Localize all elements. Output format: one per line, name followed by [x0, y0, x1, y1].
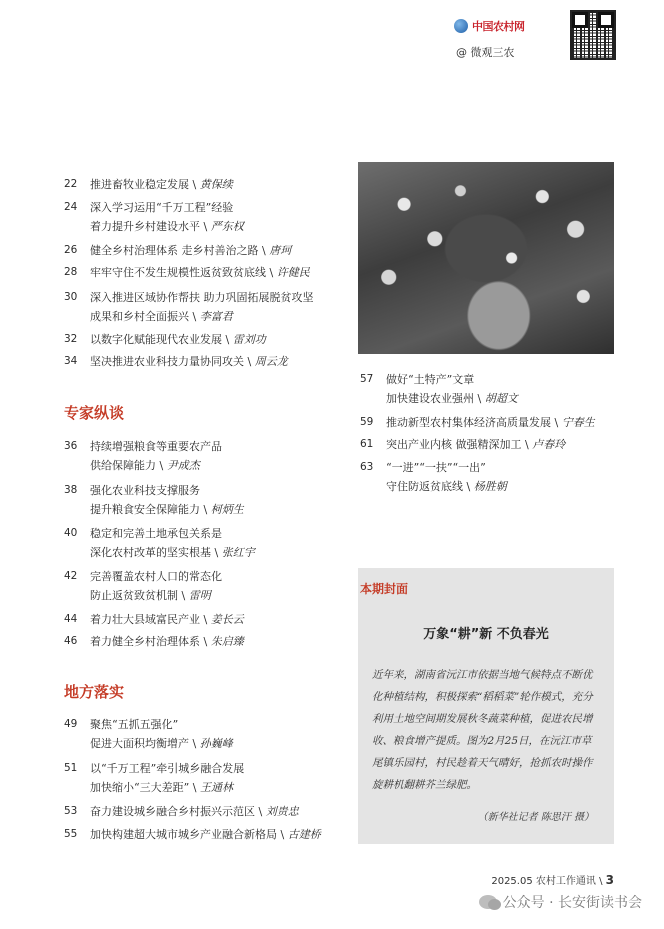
brand-name: 中国农村网 — [472, 21, 525, 33]
toc-entry-author: 刘贵忠 — [265, 805, 299, 818]
toc-entry-line — [90, 825, 321, 844]
wechat-icon — [479, 895, 497, 909]
toc-page-number: 36 — [64, 440, 78, 452]
toc-entry-author: 黄保续 — [199, 178, 233, 191]
toc-entry-title: 强化农业科技支撑服务 — [90, 484, 200, 497]
toc-page-number: 49 — [64, 718, 78, 730]
toc-entry-title: 推动新型农村集体经济高质量发展 \ — [386, 416, 562, 429]
issue-number: 2025.05 — [491, 876, 533, 887]
toc-entry-author: 李富君 — [199, 310, 233, 323]
toc-page-number: 57 — [360, 373, 374, 385]
toc-entry-line — [90, 175, 233, 194]
brand-header — [454, 12, 614, 64]
toc-page-number: 26 — [64, 244, 78, 256]
toc-page-number: 40 — [64, 527, 78, 539]
globe-icon — [454, 19, 468, 33]
toc-entry-line — [90, 567, 222, 586]
toc-page-number: 63 — [360, 461, 374, 473]
toc-entry-line — [90, 456, 200, 475]
watermark-text: 公众号 · 长安街读书会 — [502, 895, 642, 911]
toc-page-number: 32 — [64, 333, 78, 345]
toc-entry-line — [90, 288, 314, 307]
toc-entry-line — [90, 734, 233, 753]
toc-entry-author: 胡超文 — [484, 392, 518, 405]
toc-entry-author: 许健民 — [276, 266, 310, 279]
toc-entry-title: 稳定和完善土地承包关系是 — [90, 527, 222, 540]
toc-page-number: 38 — [64, 484, 78, 496]
wechat-watermark — [479, 892, 642, 912]
toc-entry-line — [90, 802, 299, 821]
toc-entry-author: 雷明 — [188, 589, 211, 602]
toc-entry-author: 王通林 — [199, 781, 233, 794]
toc-entry-title: 突出产业内核 做强精深加工 \ — [386, 438, 533, 451]
toc-entry-line — [90, 263, 310, 282]
toc-entry-title: 做好“土特产”文章 — [386, 373, 475, 386]
toc-entry-line — [386, 389, 518, 408]
toc-entry-author: 杨胜朝 — [473, 480, 507, 493]
toc-page-number: 61 — [360, 438, 374, 450]
toc-page-number: 55 — [64, 828, 78, 840]
toc-page-number: 30 — [64, 291, 78, 303]
toc-entry-line — [90, 586, 211, 605]
toc-entry-title: 加快建设农业强州 \ — [386, 392, 485, 405]
cover-credit: （新华社记者 陈思汗 摄） — [477, 812, 594, 823]
page-folio: 2025.05 农村工作通讯 \ 3 — [491, 873, 614, 887]
toc-entry-title: 完善覆盖农村人口的常态化 — [90, 570, 222, 583]
toc-entry-title: 守住防返贫底线 \ — [386, 480, 474, 493]
toc-entry-line — [90, 352, 288, 371]
toc-entry-author: 卢春玲 — [532, 438, 566, 451]
toc-entry-line — [90, 198, 233, 217]
toc-entry-author: 张红宇 — [221, 546, 255, 559]
toc-entry-author: 唐珂 — [269, 244, 292, 257]
toc-entry-author: 宁春生 — [561, 416, 595, 429]
toc-entry-line — [90, 330, 266, 349]
toc-entry-title: 促进大面积均衡增产 \ — [90, 737, 200, 750]
toc-entry-title: 推进畜牧业稳定发展 \ — [90, 178, 200, 191]
toc-entry-line — [386, 435, 565, 454]
toc-page-number: 22 — [64, 178, 78, 190]
magazine-name: 农村工作通讯 — [535, 876, 596, 887]
toc-entry-author: 严东权 — [210, 220, 244, 233]
toc-entry-line — [90, 241, 291, 260]
toc-entry-title: 供给保障能力 \ — [90, 459, 167, 472]
toc-entry-author: 尹成杰 — [166, 459, 200, 472]
toc-page-number: 51 — [64, 762, 78, 774]
toc-entry-author: 孙巍峰 — [199, 737, 233, 750]
toc-entry-title: 奋力建设城乡融合乡村振兴示范区 \ — [90, 805, 266, 818]
toc-entry-line — [90, 778, 233, 797]
cover-story-box — [358, 568, 614, 844]
toc-page-number: 28 — [64, 266, 78, 278]
toc-entry-line — [386, 477, 507, 496]
toc-entry-line — [386, 413, 595, 432]
toc-entry-author: 雷刘功 — [232, 333, 266, 346]
toc-entry-title: 着力壮大县域富民产业 \ — [90, 613, 211, 626]
toc-entry-title: 以数字化赋能现代农业发展 \ — [90, 333, 233, 346]
cover-title: 万象“耕”新 不负春光 — [423, 627, 549, 642]
toc-entry-title: 防止返贫致贫机制 \ — [90, 589, 189, 602]
toc-entry-line — [90, 715, 178, 734]
toc-entry-title: 成果和乡村全面振兴 \ — [90, 310, 200, 323]
toc-entry-author: 姜长云 — [210, 613, 244, 626]
cover-paragraph: 近年来，湖南省沅江市依据当地气候特点不断优化种植结构，积极探索“稻稻菜”轮作模式，充分利用土地空间期发展秋冬蔬菜种植，促进农民增收、粮食增产提质。图为2月25日，在沅江市草尾镇乐园村，村民趁着天气晴好，抢抓农时操作旋耕机翻耕芥兰绿肥。 — [372, 669, 593, 791]
toc-entry-title: 聚焦“五抓五强化” — [90, 718, 179, 731]
toc-entry-title: 牢牢守住不发生规模性返贫致贫底线 \ — [90, 266, 277, 279]
toc-entry-line — [386, 370, 474, 389]
cover-tag: 本期封面 — [360, 582, 409, 596]
toc-page-number: 42 — [64, 570, 78, 582]
toc-entry-title: 深化农村改革的坚实根基 \ — [90, 546, 222, 559]
toc-entry-line — [90, 481, 200, 500]
toc-entry-title: 着力健全乡村治理体系 \ — [90, 635, 211, 648]
toc-entry-title: 健全乡村治理体系 走乡村善治之路 \ — [90, 244, 270, 257]
toc-entry-line — [90, 217, 244, 236]
toc-entry-line — [90, 500, 244, 519]
toc-entry-line — [386, 458, 486, 477]
toc-entry-title: 提升粮食安全保障能力 \ — [90, 503, 211, 516]
toc-entry-line — [90, 307, 233, 326]
page-number: 3 — [605, 873, 614, 887]
toc-entry-author: 朱启臻 — [210, 635, 244, 648]
toc-entry-title: 以“千万工程”牵引城乡融合发展 — [90, 762, 245, 775]
toc-entry-title: 着力提升乡村建设水平 \ — [90, 220, 211, 233]
toc-entry-line — [90, 524, 222, 543]
toc-entry-author: 古建桥 — [287, 828, 321, 841]
qr-code-icon — [572, 12, 614, 58]
toc-entry-title: “一进”“一扶”“一出” — [386, 461, 486, 474]
toc-page-number: 46 — [64, 635, 78, 647]
toc-entry-line — [90, 759, 244, 778]
toc-entry-author: 柯炳生 — [210, 503, 244, 516]
toc-entry-title: 加快缩小“三大差距” \ — [90, 781, 200, 794]
toc-entry-title: 深入推进区域协作帮扶 助力巩固拓展脱贫攻坚 — [90, 291, 314, 304]
section-title-local: 地方落实 — [64, 683, 125, 701]
toc-entry-title: 深入学习运用“千万工程”经验 — [90, 201, 234, 214]
toc-entry-title: 坚决推进农业科技力量协同攻关 \ — [90, 355, 255, 368]
brand-logo — [454, 18, 525, 34]
toc-page-number: 53 — [64, 805, 78, 817]
toc-entry-author: 周云龙 — [254, 355, 288, 368]
toc-entry-title: 持续增强粮食等重要农产品 — [90, 440, 222, 453]
toc-page-number: 44 — [64, 613, 78, 625]
toc-entry-line — [90, 632, 244, 651]
section-title-experts: 专家纵谈 — [64, 404, 125, 422]
toc-page-number: 34 — [64, 355, 78, 367]
toc-page-number: 24 — [64, 201, 78, 213]
toc-entry-line — [90, 437, 222, 456]
toc-entry-line — [90, 543, 255, 562]
wechat-label: @ 微观三农 — [456, 46, 515, 59]
toc-entry-line — [90, 610, 244, 629]
toc-page-number: 59 — [360, 416, 374, 428]
orchard-photo — [358, 162, 614, 354]
toc-entry-title: 加快构建超大城市城乡产业融合新格局 \ — [90, 828, 288, 841]
